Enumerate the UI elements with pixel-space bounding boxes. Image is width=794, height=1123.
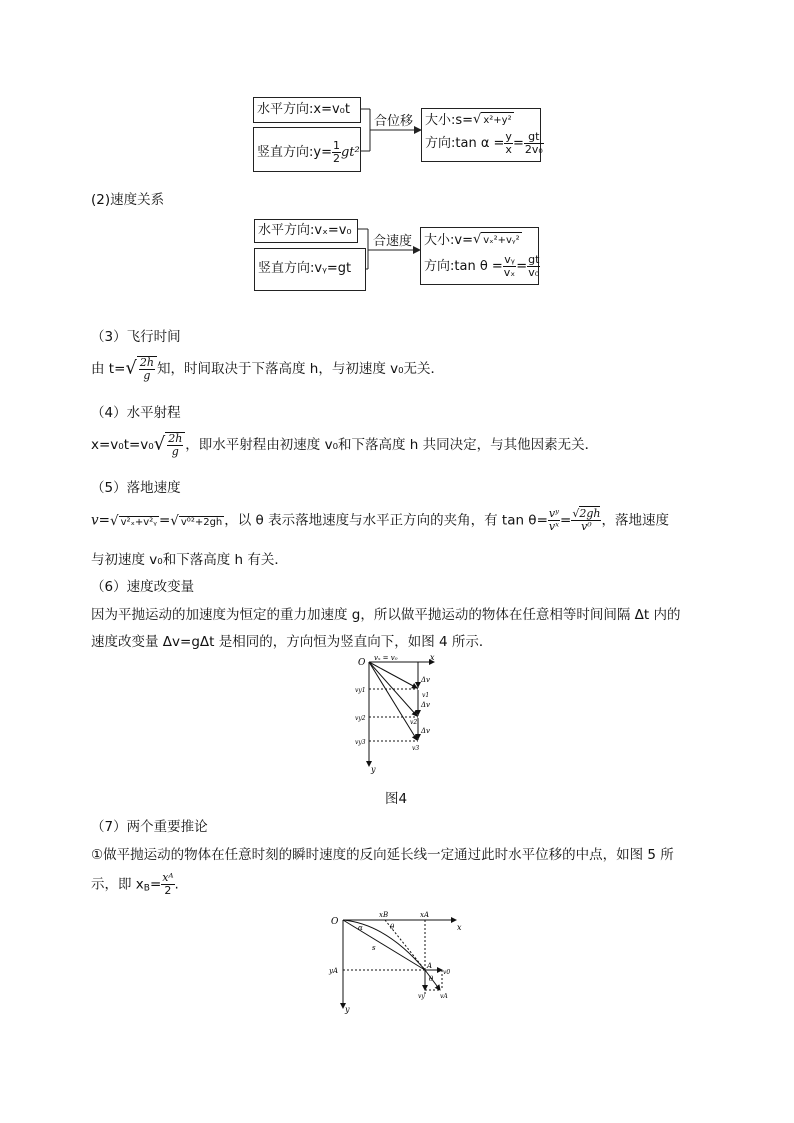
resultant-velocity-box: 大小:v=√ vₓ²+vᵧ² 方向:tan θ = $\frac{\text{vᵧ}}{\text{vₓ}}$ = $\frac{gt}{\text{v₀}}$ xyxy=(420,227,539,285)
horizontal-displacement-text: 水平方向:x=v₀t xyxy=(257,102,350,117)
fig5-A-label: A xyxy=(427,962,433,970)
fig4-v3-arrow xyxy=(369,662,417,740)
section5-text-line1: v=√ v²ₓ+v²ᵧ =√ v⁰²+2gh ，以 θ 表示落地速度与水平正方向的夹角，有 tan θ= $\frac{\text{vʸ}}{\text{vˣ}}$ = $\frac{√2gh}{\text{v⁰}}$ ，落地速度 xyxy=(91,507,669,533)
fig5-theta1-label: θ xyxy=(390,923,395,931)
displacement-magnitude-label: 大小:s= xyxy=(425,113,474,128)
fig4-vy1-label: vy1 xyxy=(355,687,366,694)
section4-heading: （4）水平射程 xyxy=(91,405,181,421)
fig4-dv3-label: Δv xyxy=(421,727,431,735)
velocity-connector-label: 合速度 xyxy=(373,234,413,249)
fig4-vy3-label: vy3 xyxy=(355,739,366,746)
fig4-origin-label: O xyxy=(358,658,366,668)
fig5-theta2-label: θ xyxy=(429,975,434,983)
section6-text-line2: 速度改变量 Δv=gΔt 是相同的，方向恒为竖直向下，如图 4 所示． xyxy=(91,634,493,650)
figure4-caption: 图4 xyxy=(385,791,408,807)
fig4-vy2-label: vy2 xyxy=(355,715,366,722)
fig5-alpha-label: α xyxy=(358,924,363,932)
section3-text: 由 t=√ $\frac{2h}{g}$ 知，时间取决于下落高度 h，与初速度 v₀无关． xyxy=(91,356,445,382)
section4-text: x=v₀t=v₀√ $\frac{2h}{g}$ ，即水平射程由初速度 v₀和下落高度 h 共同决定，与其他因素无关． xyxy=(91,432,599,458)
fig5-vA-label: vA xyxy=(440,993,448,1000)
fig5-v0-label: v0 xyxy=(443,969,451,976)
fig4-dv1-label: Δv xyxy=(421,676,431,684)
fig4-dv2-label: Δv xyxy=(421,701,431,709)
fig4-y-label: y xyxy=(371,765,376,774)
horizontal-velocity-text: 水平方向:vₓ=v₀ xyxy=(258,223,352,238)
fig5-xB-label: xB xyxy=(379,911,389,919)
section3-heading: （3）飞行时间 xyxy=(91,329,181,345)
vertical-velocity-box xyxy=(254,248,366,291)
section2-heading: (2)速度关系 xyxy=(91,192,165,208)
horizontal-displacement-box xyxy=(253,97,361,123)
fig4-x-label: x xyxy=(430,654,435,662)
section7-text-line1: ①做平抛运动的物体在任意时刻的瞬时速度的反向延长线一定通过此时水平位移的中点，如图 5 所 xyxy=(91,847,674,863)
section7-heading: （7）两个重要推论 xyxy=(91,819,208,835)
horizontal-velocity-box xyxy=(254,219,358,243)
fig5-xA-label: xA xyxy=(420,911,430,919)
vertical-velocity-text: 竖直方向:vᵧ=gt xyxy=(258,261,352,276)
fig5-origin-label: O xyxy=(331,917,339,927)
displacement-direction-label: 方向:tan α = xyxy=(425,136,505,151)
fig4-v1-label: v1 xyxy=(422,692,430,699)
vertical-displacement-text: 竖直方向:y= xyxy=(257,145,332,160)
vertical-displacement-box: 竖直方向:y= $\frac{1}{2}$ gt² xyxy=(253,127,361,172)
fig5-x-label: x xyxy=(457,923,462,932)
resultant-displacement-box: 大小:s=√ x²+y² 方向:tan α = $\frac{y}{x}$ = $\frac{gt}{\text{2v₀}}$ xyxy=(421,108,541,162)
section6-text-line1: 因为平抛运动的加速度为恒定的重力加速度 g，所以做平抛运动的物体在任意相等时间间隔 Δt 内的 xyxy=(91,607,681,623)
section7-text-line2: 示，即 $x_B=$ $\frac{\text{xᴬ}}{2}$ . xyxy=(91,871,179,897)
figure4-velocity-change-diagram xyxy=(350,654,450,776)
fig4-vx-label: vₓ = v₀ xyxy=(374,654,398,662)
velocity-direction-label: 方向:tan θ = xyxy=(424,259,503,274)
section5-text-line2: 与初速度 v₀和下落高度 h 有关． xyxy=(91,552,288,568)
fig5-yA-label: yA xyxy=(329,967,339,975)
fig5-vy-label: vy xyxy=(418,993,425,1000)
fig4-v1-arrow xyxy=(369,662,417,688)
section6-heading: （6）速度改变量 xyxy=(91,579,195,595)
figure5-inference-diagram xyxy=(326,908,468,1014)
displacement-connector-label: 合位移 xyxy=(374,114,414,129)
section5-heading: （5）落地速度 xyxy=(91,480,181,496)
fig5-s-label: s xyxy=(372,944,376,952)
fig4-v3-label: v3 xyxy=(412,745,420,752)
velocity-magnitude-label: 大小:v= xyxy=(424,233,473,248)
fig4-v2-label: v2 xyxy=(410,719,418,726)
fig5-y-label: y xyxy=(345,1005,350,1014)
half-fraction: $\frac{1}{2}$ xyxy=(332,139,340,165)
